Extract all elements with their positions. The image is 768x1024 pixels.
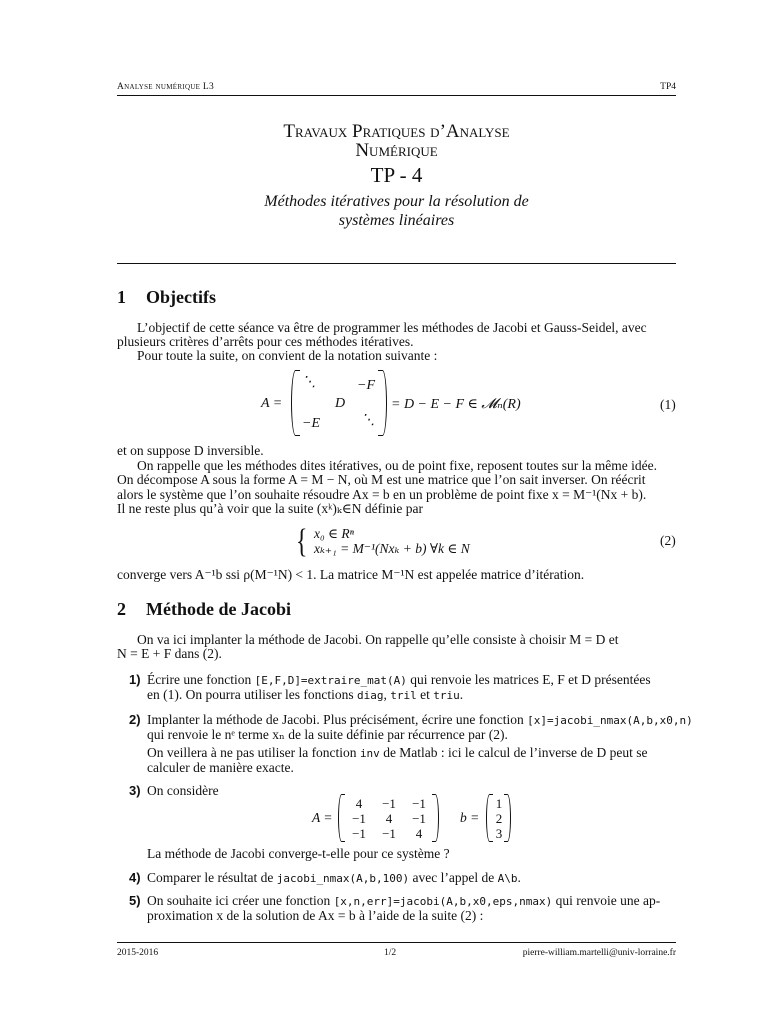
item-2-text-d: de Matlab : ici le calcul de l’inverse de D peut se xyxy=(379,745,648,760)
footer-rule xyxy=(117,942,676,943)
item-1-code-extraire-mat: [E,F,D]=extraire_mat(A) xyxy=(254,674,407,687)
s1-paragraph-2: Pour toute la suite, on convient de la notation suivante : xyxy=(137,348,438,363)
tp-number: TP - 4 xyxy=(370,163,423,187)
footer-email: pierre-william.martelli@univ-lorraine.fr xyxy=(522,948,676,958)
item-5-text-a: On souhaite ici créer une fonction xyxy=(147,893,334,908)
eq1-dots-bottom-right: ⋱ xyxy=(361,413,375,428)
vector-b-lhs: b = xyxy=(460,810,480,825)
item-2-code-jacobi-nmax: [x]=jacobi_nmax(A,b,x0,n) xyxy=(527,714,693,727)
matrix-A-cell: 4 xyxy=(355,796,363,811)
eq1-left-paren xyxy=(291,370,300,436)
section-2-title: Méthode de Jacobi xyxy=(146,599,291,619)
item-4-code-jacobi-call: jacobi_nmax(A,b,100) xyxy=(276,872,410,885)
s1-paragraph-5: converge vers A⁻¹b ssi ρ(M⁻¹N) < 1. La matrice M⁻¹N est appelée matrice d’itération. xyxy=(117,567,585,582)
item-1-code-triu: triu xyxy=(433,689,460,702)
matrix-A-cell: 4 xyxy=(385,811,393,826)
header-rule xyxy=(117,95,676,96)
eq1-dots-top-left: ⋱ xyxy=(302,375,316,390)
item-3-number: 3) xyxy=(129,783,141,798)
matrix-A-cell: 4 xyxy=(415,826,423,841)
item-1-text-end: . xyxy=(459,687,464,702)
section-2-number: 2 xyxy=(117,599,126,619)
subtitle-line-2: systèmes linéaires xyxy=(338,212,455,229)
s1-paragraph-1a: L’objectif de cette séance va être de programmer les méthodes de Jacobi et Gauss-Seidel, avec xyxy=(137,320,647,335)
title-line-1: Travaux Pratiques d’Analyse xyxy=(283,121,510,142)
running-header-left: Analyse numérique L3 xyxy=(117,82,215,92)
eq1-rhs: = D − E − F ∈ 𝓜ₙ(R) xyxy=(391,397,521,412)
item-1-code-tril: tril xyxy=(390,689,417,702)
item-1-text-b: qui renvoie les matrices E, F et D présentées xyxy=(406,672,651,687)
s1-paragraph-4d: Il ne reste plus qu’à voir que la suite (xᵏ)ₖ∈N définie par xyxy=(117,501,423,516)
title-line-2: Numérique xyxy=(355,140,438,161)
item-1-sep-1: , xyxy=(383,687,391,702)
matrix-A-cell: −1 xyxy=(412,796,426,811)
matrix-A-cell: −1 xyxy=(412,811,426,826)
footer-year: 2015-2016 xyxy=(117,948,159,958)
matrix-A-body xyxy=(344,796,434,841)
item-1-sep-2: et xyxy=(416,687,434,702)
matrix-A-cell: −1 xyxy=(382,826,396,841)
item-4-text-b: avec l’appel de xyxy=(409,870,498,885)
eq1-top-right: −F xyxy=(357,378,375,393)
vector-b-right-paren xyxy=(504,794,511,842)
s2-paragraph-1a: On va ici implanter la méthode de Jacobi. On rappelle qu’elle consiste à choisir M = D et xyxy=(137,632,619,647)
vector-b-cell: 3 xyxy=(495,826,503,841)
eq2-number: (2) xyxy=(660,533,676,548)
eq1-number: (1) xyxy=(660,397,676,412)
matrix-A-lhs: A = xyxy=(312,810,333,825)
item-1-line-2 xyxy=(147,687,677,704)
item-5-number: 5) xyxy=(129,893,141,908)
item-2-text-c: On veillera à ne pas utiliser la fonction xyxy=(147,745,360,760)
item-1-text-a: Écrire une fonction xyxy=(147,672,255,687)
item-2-line-4: calculer de manière exacte. xyxy=(147,760,294,775)
item-2-number: 2) xyxy=(129,712,141,727)
footer-page-number: 1/2 xyxy=(384,948,397,958)
title-rule xyxy=(117,263,676,264)
item-5-code-jacobi: [x,n,err]=jacobi(A,b,x0,eps,nmax) xyxy=(333,895,553,908)
item-5-line-2: proximation x de la solution de Ax = b à l’aide de la suite (2) : xyxy=(147,908,484,923)
item-3-question: La méthode de Jacobi converge-t-elle pour ce système ? xyxy=(147,846,450,861)
matrix-A-cell: −1 xyxy=(352,826,366,841)
item-2-code-inv: inv xyxy=(359,747,380,760)
vector-b-cell: 1 xyxy=(495,796,503,811)
item-4-text-end: . xyxy=(517,870,521,885)
matrix-A-cell: −1 xyxy=(382,796,396,811)
item-1-code-diag: diag xyxy=(356,689,384,702)
item-4-text-a: Comparer le résultat de xyxy=(147,870,277,885)
eq1-bottom-left: −E xyxy=(302,416,320,431)
s1-paragraph-4a: On rappelle que les méthodes dites itératives, ou de point fixe, reposent toutes sur la même idée. xyxy=(137,458,657,473)
section-1-title: Objectifs xyxy=(146,287,216,307)
eq2-line-1: x₀ ∈ Rⁿ xyxy=(314,526,354,541)
vector-b-cell: 2 xyxy=(495,811,503,826)
eq2-line-2: xₖ₊₁ = M⁻¹(Nxₖ + b) ∀k ∈ N xyxy=(314,541,470,556)
eq2-brace: { xyxy=(296,523,308,560)
running-header-right: TP4 xyxy=(660,82,676,92)
item-5-text-b: qui renvoie une ap- xyxy=(552,893,661,908)
item-4-line-1 xyxy=(147,870,677,887)
eq1-right-paren xyxy=(378,370,387,436)
item-1-number: 1) xyxy=(129,672,141,687)
matrix-A-row-2 xyxy=(344,811,434,826)
item-4-code-backslash: A\b xyxy=(497,872,518,885)
section-1-number: 1 xyxy=(117,287,126,307)
matrix-A-row-3 xyxy=(344,826,434,841)
s1-paragraph-4c: alors le système que l’on souhaite résoudre Ax = b en un problème de point fixe x = M⁻¹(Nx + b). xyxy=(117,487,647,502)
matrix-A-cell: −1 xyxy=(352,811,366,826)
matrix-A-row-1 xyxy=(344,796,434,811)
s1-paragraph-1b: plusieurs critères d’arrêts pour ces méthodes itératives. xyxy=(117,334,414,349)
s1-paragraph-4b: On décompose A sous la forme A = M − N, où M est une matrice que l’on sait inverser. On réécrit xyxy=(117,472,646,487)
item-3-line-1: On considère xyxy=(147,783,219,798)
item-4-number: 4) xyxy=(129,870,141,885)
s2-paragraph-1b: N = E + F dans (2). xyxy=(117,646,222,661)
item-2-text-a: Implanter la méthode de Jacobi. Plus précisément, écrire une fonction xyxy=(147,712,528,727)
item-2-line-2: qui renvoie le nᵉ terme xₙ de la suite définie par récurrence par (2). xyxy=(147,727,508,742)
eq1-middle: D xyxy=(335,396,346,411)
s1-paragraph-3: et on suppose D inversible. xyxy=(117,443,264,458)
matrix-A-right-paren xyxy=(432,794,439,842)
item-1-text-c: en (1). On pourra utiliser les fonctions xyxy=(147,687,357,702)
eq1-lhs: A = xyxy=(261,396,283,411)
subtitle-line-1: Méthodes itératives pour la résolution de xyxy=(264,193,529,210)
